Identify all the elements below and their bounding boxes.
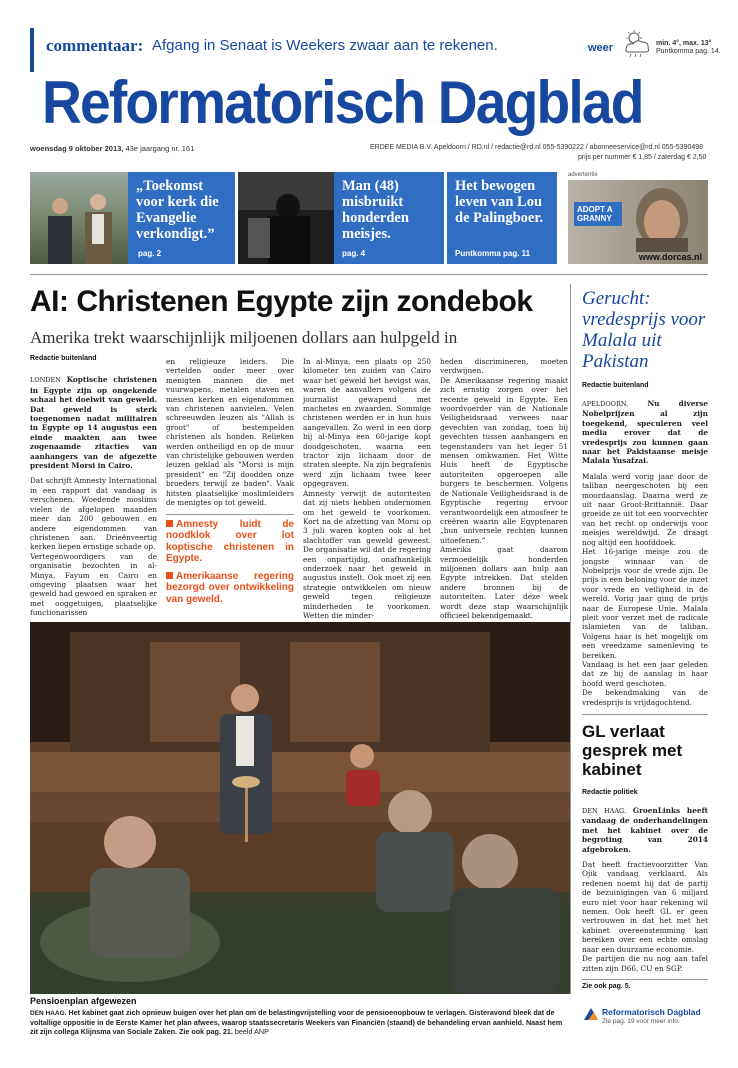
commentaar-link[interactable]: Afgang in Senaat is Weekers zwaar aan te rekenen.: [152, 37, 498, 54]
sidebar-gl-headline[interactable]: GL verlaat gesprek met kabinet: [582, 722, 683, 779]
pullquote-1-text: Amnesty luidt de noodklok over lot koptische christenen in Egypte.: [166, 518, 294, 564]
article-col-1: [30, 354, 157, 618]
sidebar-gl-place: DEN HAAG.: [582, 807, 627, 815]
teaser-palingboer-title: Het bewogen leven van Lou de Palingboer.: [455, 178, 544, 226]
sidebar-gl-rule: [582, 979, 708, 980]
sidebar-gl-ref[interactable]: Zie ook pag. 5.: [582, 982, 631, 990]
weather-cloud-icon: [620, 30, 654, 58]
sidebar-gl: [582, 722, 708, 990]
issue-price: prijs per nummer € 1,85 / zaterdag € 2,50: [578, 154, 707, 161]
footer-logo-name: Reformatorisch Dagblad: [602, 1007, 701, 1017]
commentaar-label: commentaar:: [46, 36, 144, 55]
bullet-icon: [166, 572, 173, 579]
sidebar-gl-lead: [582, 806, 708, 854]
teaser-palingboer[interactable]: [447, 172, 557, 264]
caption-body: Het kabinet gaat zich opnieuw buigen over het plan om de belastingvrijstelling voor de pensioenopbouw te verlagen. Gisteravond bleek dat de voltallige oppositie in de Eerste Kamer het plan afwees, waarop staatssecretaris Weekers van Financiën (staand) de behandeling ervan aanhield. Naast hem zit zijn collega Klijnsma van Sociale Zaken. Zie ook pag. 21.: [30, 1008, 563, 1036]
divider-top: [30, 274, 708, 275]
sidebar-malala-lead-text: Nu diverse Nobelprijzen al zijn toegekend, speculeren veel media erover dat de vredesprijs zou kunnen gaan naar het Pakistaanse meisje Malala Yusafzai.: [582, 399, 708, 466]
rd-logo-icon: [582, 1006, 600, 1022]
main-body-1: Dat schrijft Amnesty International in een rapport dat vandaag is verschenen. Woedende moslims vielen de afgelopen maanden meer dan 200 gebouwen en andere eigendommen van christenen aan. Drieënveertig kerken liepen ernstige schade op. Vertegenwoordigers van de organisatie bezochten in al-Minya, Fayum en Cairo en omgeving plaatsen waar het geweld had gewoed en spraken er met ooggetuigen, plaatselijke functionarissen: [30, 476, 158, 618]
ad-badge: ADOPT A GRANNY: [574, 202, 622, 226]
pullquote-1: [166, 519, 294, 565]
pullquote-2: [166, 571, 294, 606]
sidebar-gl-lead-text: GroenLinks heeft vandaag de onderhandelingen met het kabinet over de begroting van 2014 afgebroken.: [582, 806, 708, 854]
sidebar-gl-byline: Redactie politiek: [582, 789, 638, 796]
ad-label: advertentie: [568, 172, 598, 178]
weather-info: [656, 40, 721, 56]
main-lead: Koptische christenen in Egypte zijn op ongekende schaal het doelwit van geweld. Dat geweld is sterk toegenomen nadat militairen in Egypte op 14 augustus een einde maakten aan twee zogenaamde zitacties van aanhangers van de afgezette president Morsi in Cairo.: [30, 375, 158, 471]
teaser-kerk[interactable]: [30, 172, 235, 264]
publisher-contact: ERDEE MEDIA B.V. Apeldoorn / RD.nl / redactie@rd.nl 055-5390222 / abonneeservice@rd.nl 055-5390498: [370, 144, 704, 151]
ad-photo-granny: [616, 182, 706, 252]
article-col-4: [440, 357, 568, 620]
teaser-kerk-title: „Toekomst voor kerk die Evangelie verkondigt.”: [136, 178, 219, 242]
main-body-2: en religieuze leiders. Die vertelden onder meer over menigten mannen die met vuurwapens, metalen staven en messen kerken en eigendommen van christenen aanvielen. Velen schreeuwden leuzen als "Allah is groot" of bestempelden christenen als honden. Relieken werden ontheiligd en op de muur van christelijke gebouwen werden leuzen geklad als "Morsi is mijn president" en "Zij doodden onze broeders terwijl ze baden". Vaak hitsten plaatselijke moslimleiders de menigtes op tot geweld.: [166, 357, 294, 508]
article-col-2: [166, 357, 294, 605]
sidebar-malala-place: APELDOORN.: [582, 400, 629, 408]
footer-logo-note: Zie pag. 19 voor meer info.: [602, 1018, 680, 1025]
teaser-palingboer-page: Puntkomma pag. 11: [455, 249, 531, 258]
main-headline[interactable]: AI: Christenen Egypte zijn zondebok: [30, 285, 533, 318]
issue-edition: 43e jaargang nr. 161: [125, 144, 195, 153]
teaser-photo-silhouette: [238, 172, 334, 264]
sidebar-malala: [582, 288, 708, 707]
pullquote-rule: [166, 514, 294, 515]
main-photo-senate: [30, 622, 570, 994]
article-col-3: [303, 357, 431, 620]
pullquote-2-text: Amerikaanse regering bezorgd over ontwikkeling van geweld.: [166, 570, 294, 605]
ad-url[interactable]: www.dorcas.nl: [638, 252, 702, 262]
main-subhead: Amerika trekt waarschijnlijk miljoenen dollars aan hulpgeld in: [30, 328, 458, 347]
column-divider: [570, 284, 571, 994]
sidebar-malala-body: Malala werd vorig jaar door de taliban neergeschoten bij een moordaanslag. Daarna werd ze uit naar Groot-Brittannië. Daar groeide ze uit tot een voorvechter van het recht op onderwijs voor meisjes wereldwijd. Ze draagt nog altijd een hoofddoek. Het 16-jarige meisje zou de jongste winnaar van de Nobelprijs voor de vrede zijn. De prijs is een beloning voor de inzet voor vrede en veiligheid in de wereld. Vorig jaar ging de prijs naar de Europese Unie. Malala pleit voor verzet met de radicale islamieten van de taliban. Volgens haar is het mogelijk om een vreedzame samenleving te bereiken. Vandaag is het een jaar geleden dat ze bij de aanslag in haar hoofd werd geschoten. De bekendmaking van de vredesprijs is vrijdagochtend.: [582, 471, 708, 707]
caption-place: DEN HAAG.: [30, 1010, 67, 1017]
teaser-misbruik[interactable]: [238, 172, 444, 264]
caption-credit: beeld ANP: [234, 1027, 269, 1036]
accent-bar: [30, 28, 34, 72]
sidebar-malala-byline: Redactie buitenland: [582, 382, 649, 389]
issue-date: woensdag 9 oktober 2013,: [30, 144, 124, 153]
ad-dorcas[interactable]: [568, 180, 708, 264]
caption-text: [30, 1008, 570, 1036]
teaser-photo-men: [30, 172, 128, 264]
main-body-4: heden discrimineren, moeten verdwijnen. De Amerikaanse regering maakt zich ernstig zorgen over het recente geweld in Egypte. Een woordvoerder van de Nationale Veiligheidsraad verwees naar gevechten van zondag, toen bij gevechten tussen aanhangers en tegenstanders van het leger 51 mensen omkwamen. Het Witte Huis heeft de Egyptische autoriteiten opgeroepen alle burgers te beschermen. Volgens de Nationale Veiligheidsraad is de Egyptische regering ervoor verantwoordelijk een atmosfeer te creëren waarin alle Egyptenaren „hun universele rechten kunnen uitoefenen.” Amerika gaat daarom vermoedelijk honderden miljoenen dollars aan hulp aan Egypte intrekken. Dat stelden andere bronnen bij de autoriteiten. Later deze week wordt deze stap waarschijnlijk officieel bekendgemaakt.: [440, 357, 568, 620]
masthead-title[interactable]: Reformatorisch Dagblad: [42, 69, 643, 136]
weather-label: weer: [588, 42, 614, 54]
sidebar-divider: [582, 714, 708, 715]
main-byline: Redactie buitenland: [30, 355, 97, 362]
sidebar-malala-headline[interactable]: Gerucht: vredesprijs voor Malala uit Pakistan: [582, 288, 706, 372]
caption-title: Pensioenplan afgewezen: [30, 996, 137, 1006]
teaser-misbruik-title: Man (48) misbruikt honderden meisjes.: [342, 178, 409, 242]
sidebar-malala-lead: [582, 399, 708, 466]
teaser-kerk-page: pag. 2: [138, 249, 162, 258]
weather-temp: min. 4°, max. 13°: [656, 40, 712, 47]
dateline-place: LONDEN: [30, 376, 61, 385]
teaser-misbruik-page: pag. 4: [342, 249, 366, 258]
bullet-icon: [166, 520, 173, 527]
dateline: [30, 144, 194, 153]
main-body-3: In al-Minya, een plaats op 250 kilometer ten zuiden van Cairo waar het geweld het hevigst was, waren de aanvallers volgens de journalist gewapend met machetes en zwaarden. Sommige christenen werden er in hun huis aangevallen. Zo werd in een dorp bij al-Minya een 60-jarige kopt doodgeschoten, waarna een tractor zijn lichaam door de straten sleepte. Na zijn begrafenis werd zijn lichaam twee keer opgegraven. Amnesty verwijt de autoriteiten dat zij niets hebben ondernomen om het geweld te voorkomen. Kort na de afzetting van Morsi op 3 juli waren kopten ook al het slachtoffer van geweld geweest. De organisatie wil dat de regering een onpartijdig, onafhankelijk onderzoek naar het geweld in augustus instelt. Ook moet zij een strategie ontwikkelen om nieuw geweld tegen religieuze minderheden te voorkomen. Wetten die minder-: [303, 357, 431, 620]
sidebar-gl-body: Dat heeft fractievoorzitter Van Ojik vandaag verklaard. Als redenen noemt hij dat de partij de bezuinigingen van 6 miljard euro niet voor haar rekening wil nemen. Ook heeft GL er geen vertrouwen in dat het met het kabinet overeenstemming kan bereiken over een echte omslag naar een duurzame economie. De partijen die nu nog aan tafel zitten zijn D66, CU en SGP.: [582, 860, 708, 973]
weather-ref: Puntkomma pag. 14.: [656, 48, 721, 55]
